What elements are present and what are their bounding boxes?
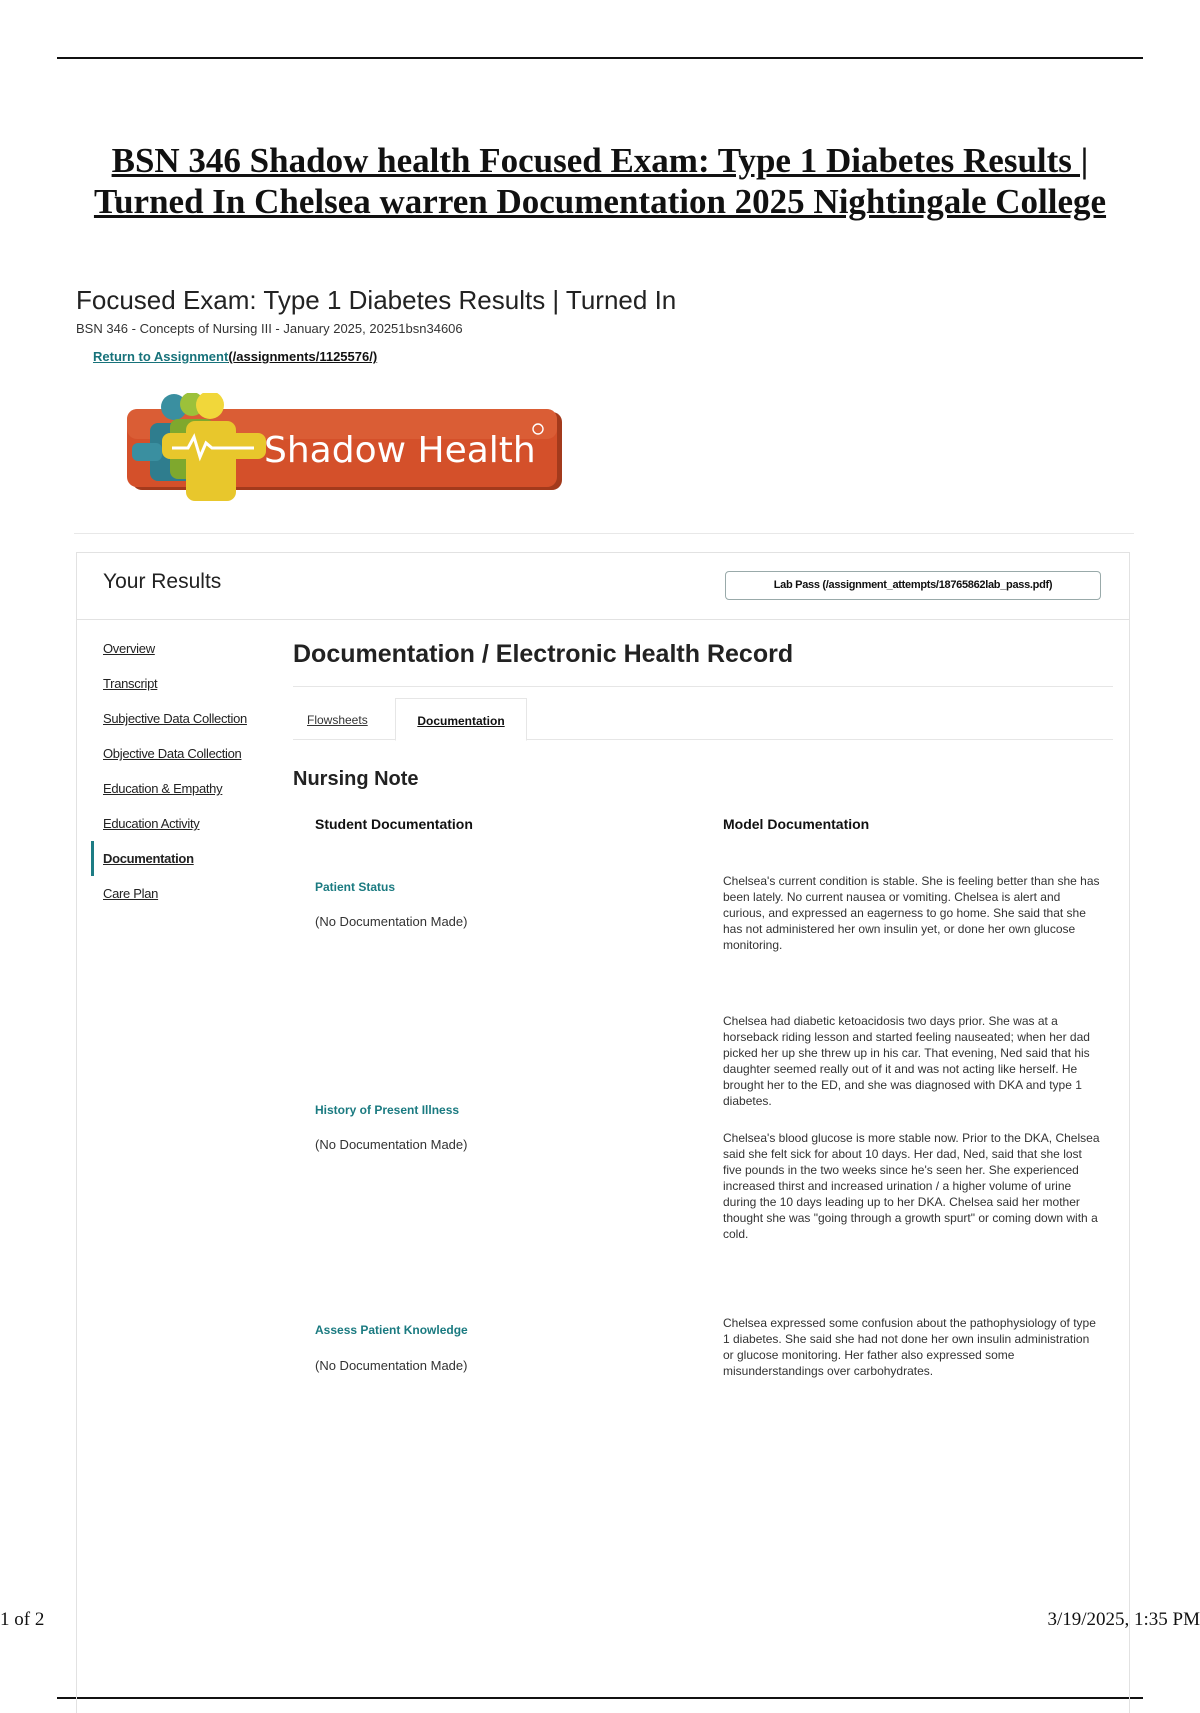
shadow-health-logo-icon	[122, 393, 562, 507]
results-sidebar	[91, 631, 267, 911]
section-title-history-present-illness: History of Present Illness	[315, 1103, 460, 1117]
nursing-note-heading: Nursing Note	[293, 768, 419, 790]
document-title-line-1: BSN 346 Shadow health Focused Exam: Type 1 Diabetes Results |	[111, 141, 1089, 180]
document-title-line-2: Turned In Chelsea warren Documentation 2025 Nightingale College	[93, 182, 1107, 221]
sidebar-item-care-plan[interactable]: Care Plan	[103, 886, 159, 901]
model-doc-history-present-illness-p1: Chelsea had diabetic ketoacidosis two days prior. She was at a horseback riding lesson and started feeling nauseated; when her dad picked her up she threw up in his car. That evening, Ned said that his daughter seemed really out of it and was not acting like herself. He brought her to the ED, and she was diagnosed with DKA and type 1 diabetes.	[723, 1014, 1090, 1108]
section-title-patient-status: Patient Status	[315, 880, 396, 894]
sidebar-item-education-empathy[interactable]: Education & Empathy	[103, 781, 223, 796]
exam-title: Focused Exam: Type 1 Diabetes Results | Turned In	[76, 285, 677, 315]
results-panel	[76, 552, 1130, 1713]
sidebar-item-transcript[interactable]: Transcript	[103, 676, 158, 691]
sidebar-item-documentation[interactable]: Documentation	[91, 841, 267, 876]
sidebar-item-overview[interactable]: Overview	[103, 641, 155, 656]
student-documentation-header: Student Documentation	[315, 816, 473, 832]
header-separator	[74, 533, 1134, 534]
documentation-tabs	[293, 698, 1113, 740]
results-header	[77, 553, 1129, 620]
sidebar-item-education-activity[interactable]: Education Activity	[103, 816, 200, 831]
sidebar-item-subjective-data-collection[interactable]: Subjective Data Collection	[103, 711, 247, 726]
model-doc-history-present-illness-p2: Chelsea's blood glucose is more stable now. Prior to the DKA, Chelsea said she felt sick for about 10 days. Her dad, Ned, said that she lost five pounds in the two weeks since he's seen her. She experienced increased thirst and increased urination / a higher volume of urine during the 10 days leading up to her DKA. Chelsea said her mother thought she was "going through a growth spurt" or coming down with a cold.	[723, 1131, 1100, 1241]
page-number: 1 of 2	[0, 1609, 45, 1630]
section-title-assess-patient-knowledge: Assess Patient Knowledge	[315, 1323, 468, 1337]
your-results-heading: Your Results	[103, 570, 222, 593]
tab-flowsheets[interactable]: Flowsheets	[307, 713, 368, 727]
title-divider	[293, 686, 1113, 687]
student-doc-assess-patient-knowledge: (No Documentation Made)	[315, 1358, 468, 1373]
model-doc-assess-patient-knowledge: Chelsea expressed some confusion about the pathophysiology of type 1 diabetes. She said she had not done her own insulin administration or glucose monitoring. Her father also expressed some misunderstandings over carbohydrates.	[723, 1316, 1096, 1378]
sidebar-item-objective-data-collection[interactable]: Objective Data Collection	[103, 746, 242, 761]
return-to-assignment	[93, 349, 377, 364]
lab-pass-button[interactable]: Lab Pass (/assignment_attempts/18765862lab_pass.pdf)	[725, 571, 1101, 600]
tab-documentation[interactable]: Documentation	[395, 698, 527, 741]
logo-text: Shadow Health	[264, 430, 536, 471]
student-doc-patient-status: (No Documentation Made)	[315, 914, 468, 929]
return-path: (/assignments/1125576/)	[228, 349, 378, 364]
student-doc-history-present-illness: (No Documentation Made)	[315, 1137, 468, 1152]
model-doc-patient-status: Chelsea's current condition is stable. She is feeling better than she has been lately. No current nausea or vomiting. Chelsea is alert and curious, and expressed an eagerness to go home. She said that she has not administered her own insulin yet, or done her own glucose monitoring.	[723, 874, 1100, 952]
top-rule	[57, 57, 1143, 59]
shadow-health-logo	[122, 393, 562, 512]
course-info: BSN 346 - Concepts of Nursing III - January 2025, 20251bsn34606	[76, 321, 463, 336]
model-documentation-header: Model Documentation	[723, 816, 870, 832]
print-timestamp: 3/19/2025, 1:35 PM	[1047, 1609, 1200, 1630]
document-title	[0, 140, 1200, 222]
return-to-assignment-link[interactable]: Return to Assignment	[93, 349, 229, 364]
page-title: Documentation / Electronic Health Record	[293, 640, 794, 668]
